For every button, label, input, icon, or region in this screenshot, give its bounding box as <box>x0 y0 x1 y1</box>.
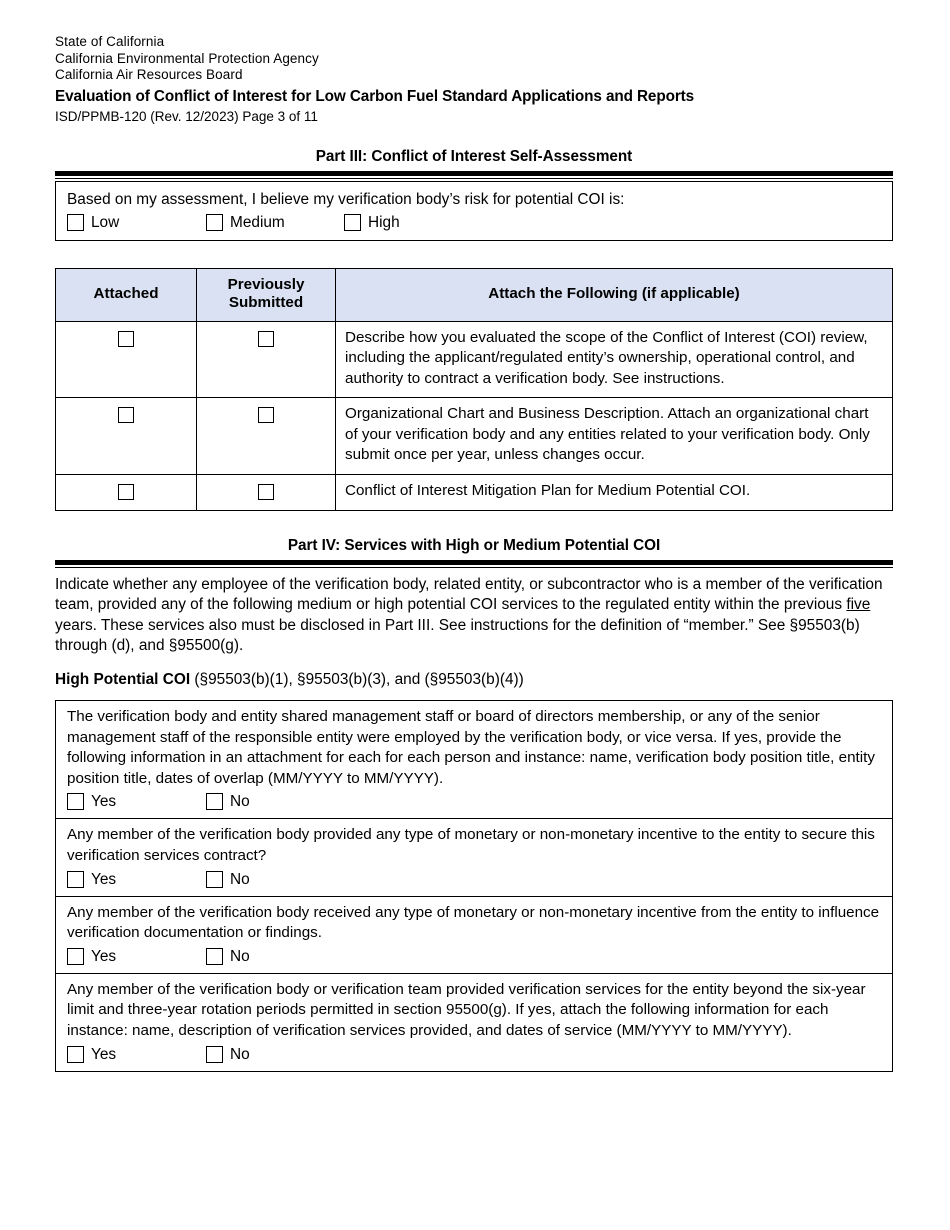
table-row <box>56 398 893 475</box>
table-row <box>56 475 893 511</box>
part-4-divider <box>55 560 893 568</box>
yes-no-options <box>67 1046 882 1063</box>
cell-attached[interactable] <box>56 475 197 511</box>
part-4-heading: Part IV: Services with High or Medium Potential COI <box>287 536 661 554</box>
risk-option-label: High <box>368 213 400 231</box>
option-label-no: No <box>230 1045 250 1063</box>
cell-previously-submitted[interactable] <box>197 398 336 475</box>
checkbox-icon[interactable] <box>118 331 134 347</box>
checkbox-icon[interactable] <box>67 214 84 231</box>
table-header-row <box>56 268 893 321</box>
cell-description: Conflict of Interest Mitigation Plan for Medium Potential COI. <box>336 475 893 511</box>
checkbox-icon[interactable] <box>67 793 84 810</box>
checkbox-icon[interactable] <box>67 948 84 965</box>
option-label-no: No <box>230 793 250 811</box>
checkbox-icon[interactable] <box>67 1046 84 1063</box>
risk-level-options <box>67 214 882 231</box>
table-row <box>56 321 893 398</box>
checkbox-icon[interactable] <box>206 214 223 231</box>
risk-option-label: Low <box>91 213 120 231</box>
checkbox-icon[interactable] <box>206 793 223 810</box>
yes-no-options <box>67 793 882 810</box>
option-yes[interactable] <box>67 793 206 810</box>
checkbox-icon[interactable] <box>258 331 274 347</box>
assessment-statement: Based on my assessment, I believe my verification body’s risk for potential COI is: <box>67 190 625 208</box>
checkbox-icon[interactable] <box>206 1046 223 1063</box>
option-no[interactable] <box>206 793 250 810</box>
checkbox-icon[interactable] <box>258 484 274 500</box>
column-header-attach-following: Attach the Following (if applicable) <box>336 268 893 321</box>
option-no[interactable] <box>206 871 250 888</box>
self-assessment-box <box>55 181 893 241</box>
column-header-line-2: Submitted <box>228 294 304 311</box>
option-no[interactable] <box>206 1046 250 1063</box>
page-title: Evaluation of Conflict of Interest for Low Carbon Fuel Standard Applications and Reports <box>55 87 695 105</box>
option-yes[interactable] <box>67 871 206 888</box>
risk-option-label: Medium <box>230 213 285 231</box>
column-header-attached: Attached <box>56 268 197 321</box>
subheading-label: High Potential COI <box>55 671 191 689</box>
checkbox-icon[interactable] <box>344 214 361 231</box>
part-3-heading: Part III: Conflict of Interest Self-Assessment <box>315 147 633 165</box>
question-text: Any member of the verification body received any type of monetary or non-monetary incentive from the entity to influence verification documentation or findings. <box>67 903 880 942</box>
part-4-instructions <box>55 575 893 657</box>
table-header <box>56 268 893 321</box>
divider-thin-line <box>55 178 893 179</box>
yes-no-options <box>67 871 882 888</box>
checkbox-icon[interactable] <box>258 407 274 423</box>
agency-line: California Environmental Protection Agency <box>55 50 319 66</box>
subheading-citation: (§95503(b)(1), §95503(b)(3), and (§95503(b)(4)) <box>190 671 524 689</box>
attachment-table <box>55 268 893 511</box>
document-header <box>55 34 893 125</box>
intro-text-after: years. These services also must be disclosed in Part III. See instructions for the definition of “member.” See §95503(b) through (d), and §95500(g). <box>55 616 860 655</box>
question-item <box>56 897 892 974</box>
high-potential-coi-subheading <box>55 670 893 690</box>
yes-no-options <box>67 948 882 965</box>
cell-previously-submitted[interactable] <box>197 475 336 511</box>
checkbox-icon[interactable] <box>118 484 134 500</box>
part-3-divider <box>55 171 893 179</box>
option-label-yes: Yes <box>91 793 117 811</box>
cell-previously-submitted[interactable] <box>197 321 336 398</box>
cell-attached[interactable] <box>56 321 197 398</box>
cell-attached[interactable] <box>56 398 197 475</box>
column-header-previously-submitted <box>197 268 336 321</box>
intro-underlined-word: five <box>846 596 871 614</box>
checkbox-icon[interactable] <box>118 407 134 423</box>
risk-option-medium[interactable] <box>206 214 344 231</box>
column-header-line-1: Previously <box>227 275 305 293</box>
question-item <box>56 701 892 819</box>
option-label-yes: Yes <box>91 870 117 888</box>
risk-option-high[interactable] <box>344 214 400 231</box>
cell-description: Organizational Chart and Business Description. Attach an organizational chart of your verification body and any entities related to your verification body. Only submit once per year, unless changes occur. <box>336 398 893 475</box>
divider-thin-line <box>55 567 893 568</box>
high-potential-questions <box>55 700 893 1072</box>
state-line: State of California <box>55 34 165 49</box>
document-reference: ISD/PPMB-120 (Rev. 12/2023) Page 3 of 11 <box>55 108 318 124</box>
question-text: Any member of the verification body provided any type of monetary or non-monetary incentive to the entity to secure this verification services contract? <box>67 826 875 864</box>
checkbox-icon[interactable] <box>206 871 223 888</box>
checkbox-icon[interactable] <box>206 948 223 965</box>
option-yes[interactable] <box>67 948 206 965</box>
question-text: The verification body and entity shared management staff or board of directors membership, or any of the senior management staff of the responsible entity were employed by the verification body, or vice versa. If yes, provide the following information in an attachment for each for each person and instance: name, verification body position title, entity position title, dates of overlap (MM/YYYY to MM/YYYY). <box>67 708 875 787</box>
intro-text-before: Indicate whether any employee of the verification body, related entity, or subcontractor who is a member of the verification team, provided any of the following medium or high potential COI services to the regulated entity within the previous <box>55 575 883 614</box>
risk-option-low[interactable] <box>67 214 206 231</box>
option-label-yes: Yes <box>91 1045 117 1063</box>
option-label-yes: Yes <box>91 947 117 965</box>
option-label-no: No <box>230 947 250 965</box>
question-text: Any member of the verification body or verification team provided verification services for the entity beyond the six-year limit and three-year rotation periods permitted in section 95500(g). If yes, attach the following information for each instance: name, description of verification services provided, and dates of service (MM/YYYY to MM/YYYY). <box>67 980 866 1039</box>
question-item <box>56 974 892 1071</box>
table-body <box>56 321 893 510</box>
cell-description: Describe how you evaluated the scope of the Conflict of Interest (COI) review, including the applicant/regulated entity’s ownership, operational control, and authority to contract a verification body. See instructions. <box>336 321 893 398</box>
option-no[interactable] <box>206 948 250 965</box>
option-label-no: No <box>230 870 250 888</box>
board-line: California Air Resources Board <box>55 67 243 82</box>
option-yes[interactable] <box>67 1046 206 1063</box>
checkbox-icon[interactable] <box>67 871 84 888</box>
question-item <box>56 819 892 896</box>
